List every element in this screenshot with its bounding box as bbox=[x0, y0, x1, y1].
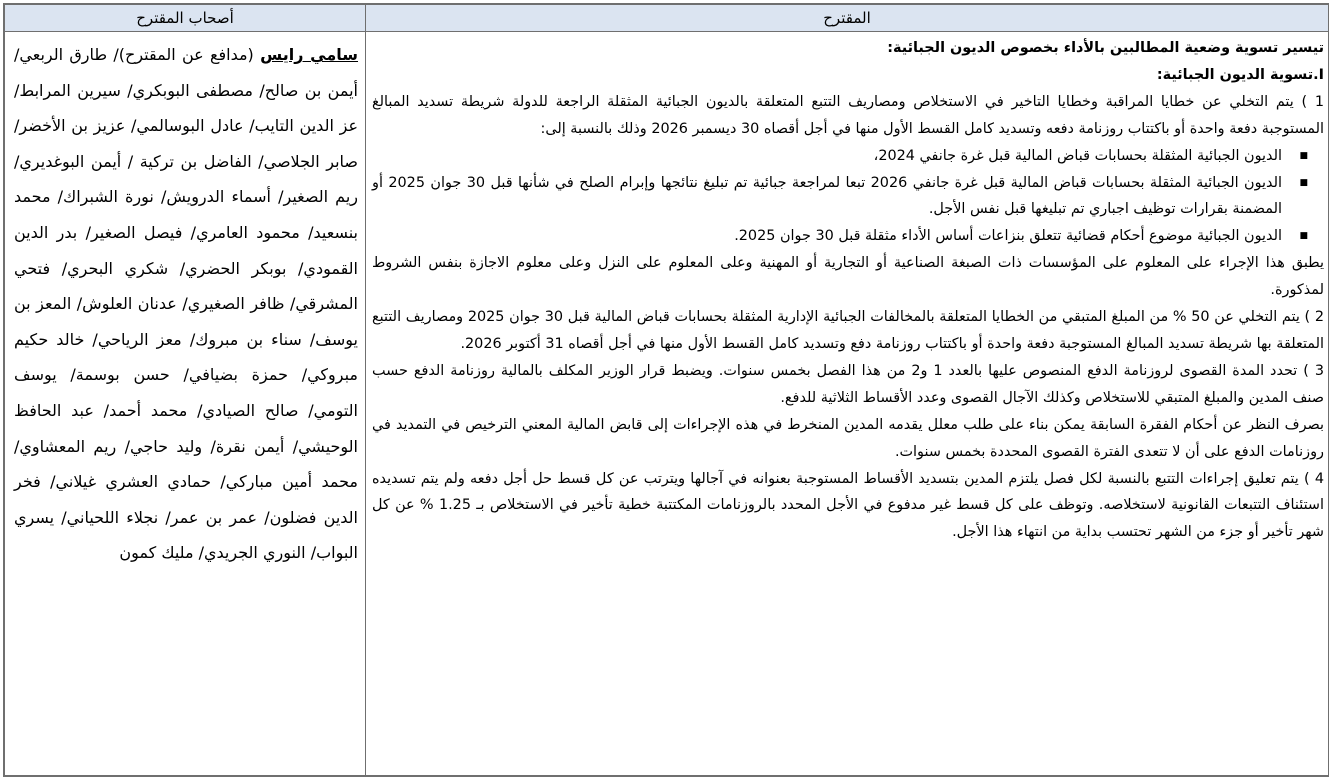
list-item: ■ الديون الجبائية المثقلة بحسابات قباض المالية قبل غرة جانفي 2024، bbox=[372, 143, 1294, 170]
document-page bbox=[3, 3, 1329, 777]
proposal-cell bbox=[366, 32, 1329, 776]
paragraph-3: 3 ) تحدد المدة القصوى لروزنامة الدفع المنصوص عليها بالعدد 1 و2 من هذا الفصل بخمس سنوات. ويضبط قرار الوزير المكلف بالمالية روزنامة الدفع حسب صنف المدين والمبلغ المتبقي للاستخلاص وكذلك الآجال القصوى وعدد الأقساط الثلاثية للدفع. bbox=[372, 362, 1324, 406]
list-item: ■ الديون الجبائية المثقلة بحسابات قباض المالية قبل غرة جانفي 2026 تبعا لمراجعة جبائية تم تبليغ نتائجها وإبرام الصلح في شأنها قبل 30 جوان 2025 أو المضمنة بقرارات توظيف اجباري تم تبليغها قبل نفس الأجل. bbox=[372, 170, 1294, 224]
paragraph-4: 4 ) يتم تعليق إجراءات التتبع بالنسبة لكل فصل يلتزم المدين بتسديد الأقساط المستوجبة بعنوانه في آجالها ويترتب عن كل قسط حل أجل دفعه ولم يتم تسديده استئناف التتبعات القانونية لاستخلاصه. وتوظف على كل قسط غير مدفوع في الأجل المحدد بالروزنامات المكتتبة خطية تأخير في الاستخلاص بـ 1.25 % عن كل شهر تأخير أو جزء من الشهر تحتسب بداية من انتهاء هذا الأجل. bbox=[372, 470, 1324, 541]
paragraph-2: 2 ) يتم التخلي عن 50 % من المبلغ المتبقي من الخطايا المتعلقة بالمخالفات الجبائية الإدارية المثقلة بحسابات قباض المالية قبل 30 جوان 2025 ومصاريف التتبع المتعلقة بها شريطة تسديد المبالغ المستوجبة دفعة واحدة أو باكتتاب روزنامة دفع وتسديد كامل القسط الأول منها في أجل أقصاه 31 أكتوبر 2026. bbox=[372, 309, 1325, 352]
header-authors: أصحاب المقترح bbox=[5, 5, 366, 32]
paragraph-3b: بصرف النظر عن أحكام الفقرة السابقة يمكن بناء على طلب معلل يقدمه المدين المنخرط في هذه الإجراءات إلى قابض المالية المعني الترخيص في التمديد في روزنامات الدفع على أن لا تتعدى الفترة القصوى المحددة بخمس سنوات. bbox=[372, 416, 1324, 460]
table-row bbox=[5, 32, 1329, 776]
paragraph-1b: يطبق هذا الإجراء على المعلوم على المؤسسات ذات الصبغة الصناعية أو التجارية أو المهنية وعلى المعلوم على النزل وعلى معلوم الاجازة بنفس الشروط لمذكورة. bbox=[372, 255, 1324, 299]
paragraph-1: 1 ) يتم التخلي عن خطايا المراقبة وخطايا التاخير في الاستخلاص ومصاريف التتبع المتعلقة بالديون الجبائية المثقلة الراجعة للدولة شريطة تسديد المبالغ المستوجبة دفعة واحدة أو باكتتاب روزنامة دفعه وتسديد كامل القسط الأول منها في أجل أقصاه 30 ديسمبر 2026 وذلك بالنسبة إلى: bbox=[372, 93, 1324, 137]
authors-list: طارق الربعي/ أيمن بن صالح/ مصطفى البوبكري/ سيرين المرابط/ عز الدين التايب/ عادل البوسالمي/ عزيز بن الأخضر/ صابر الجلاصي/ الفاضل بن تركية / أيمن البوغديري/ ريم الصغير/ أسماء الدرويش/ نورة الشبراك/ محمد بنسعيد/ محمود العامري/ فيصل الصغير/ بدر الدين القمودي/ بوبكر الحضري/ شكري البحري/ فتحي المشرقي/ ظافر الصغيري/ عدنان العلوش/ المعز بن يوسف/ سناء بن مبروك/ معز الرياحي/ خالد حكيم مبروكي/ حمزة بضيافي/ حسن بوسمة/ يوسف التومي/ صالح الصيادي/ محمد أحمد/ عبد الحافظ الوحيشي/ أيمن نقرة/ وليد حاجي/ ريم المعشاوي/ محمد أمين مباركي/ حمادي العشري غيلاني/ فخر الدين فضلون/ عمر بن عمر/ نجلاء اللحياني/ يسري البواب/ النوري الجريدي/ مليك كمون bbox=[14, 45, 358, 563]
table-header-row bbox=[5, 5, 1329, 32]
proposal-table bbox=[4, 4, 1329, 776]
lead-author-note: (مدافع عن المقترح)/ bbox=[107, 45, 261, 64]
bullet-list bbox=[372, 143, 1324, 251]
header-proposal: المقترح bbox=[366, 5, 1329, 32]
lead-author-name: سامي رايس bbox=[260, 45, 359, 64]
proposal-title: تيسير تسوية وضعية المطالبين بالأداء بخصوص الديون الجبائية: bbox=[887, 40, 1324, 56]
list-item: ■ الديون الجبائية موضوع أحكام قضائية تتعلق بنزاعات أساس الأداء مثقلة قبل 30 جوان 2025. bbox=[372, 223, 1294, 250]
authors-cell bbox=[5, 32, 366, 776]
section-heading: I.تسوية الديون الجبائية: bbox=[1156, 66, 1324, 83]
